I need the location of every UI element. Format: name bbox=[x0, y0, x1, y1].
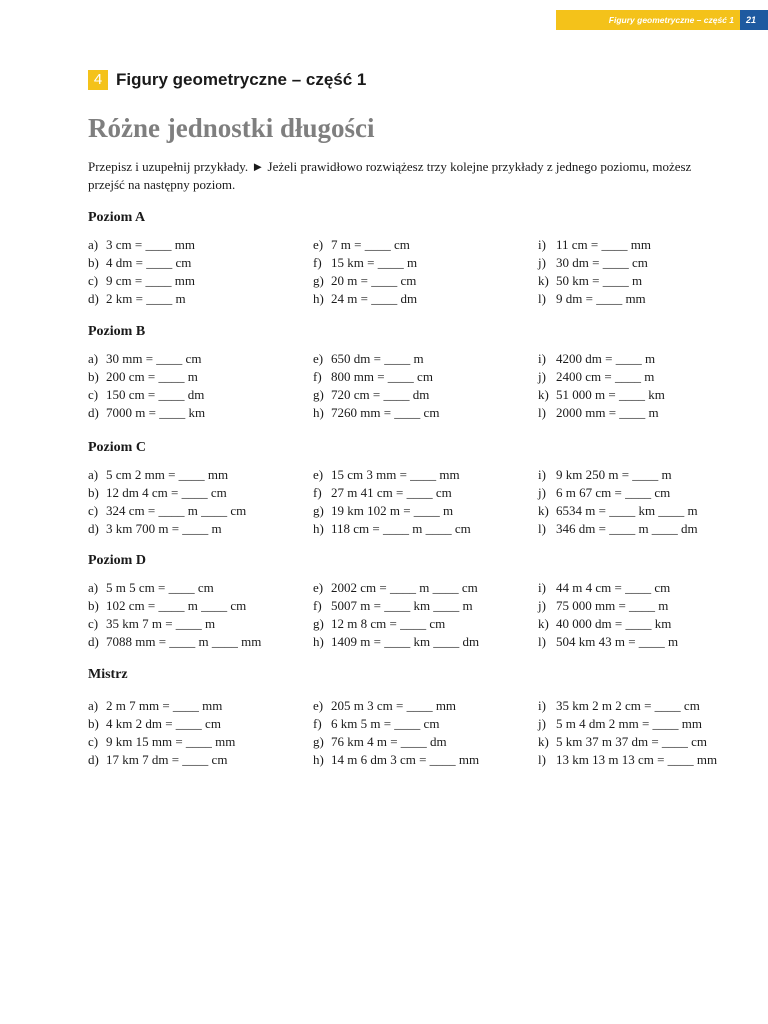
item-text: 7260 mm = ____ cm bbox=[331, 405, 440, 420]
exercise-item bbox=[313, 520, 533, 538]
exercise-item bbox=[313, 597, 533, 615]
exercise-column bbox=[313, 236, 533, 308]
exercise-column bbox=[313, 579, 533, 651]
item-label: e) bbox=[313, 467, 324, 482]
item-label: j) bbox=[538, 369, 546, 384]
item-label: l) bbox=[538, 405, 546, 420]
exercise-item bbox=[538, 715, 758, 733]
exercise-item bbox=[538, 290, 758, 308]
item-text: 2002 cm = ____ m ____ cm bbox=[331, 580, 478, 595]
item-label: f) bbox=[313, 598, 322, 613]
exercise-item bbox=[313, 502, 533, 520]
item-label: d) bbox=[88, 521, 99, 536]
exercise-item bbox=[88, 751, 308, 769]
item-label: j) bbox=[538, 598, 546, 613]
item-text: 324 cm = ____ m ____ cm bbox=[106, 503, 247, 518]
exercise-item bbox=[538, 350, 758, 368]
item-label: i) bbox=[538, 580, 546, 595]
chapter-title: Figury geometryczne – część 1 bbox=[116, 70, 367, 89]
item-text: 9 km 250 m = ____ m bbox=[556, 467, 672, 482]
item-text: 7 m = ____ cm bbox=[331, 237, 410, 252]
exercise-item bbox=[538, 520, 758, 538]
exercise-column bbox=[88, 466, 308, 538]
exercise-item bbox=[538, 597, 758, 615]
item-text: 2 km = ____ m bbox=[106, 291, 186, 306]
exercise-column bbox=[88, 236, 308, 308]
item-text: 44 m 4 cm = ____ cm bbox=[556, 580, 671, 595]
item-label: b) bbox=[88, 255, 99, 270]
exercise-column bbox=[538, 350, 758, 422]
item-text: 6 km 5 m = ____ cm bbox=[331, 716, 440, 731]
item-label: k) bbox=[538, 387, 549, 402]
item-label: j) bbox=[538, 255, 546, 270]
exercise-item bbox=[538, 751, 758, 769]
item-label: l) bbox=[538, 291, 546, 306]
item-label: a) bbox=[88, 467, 99, 482]
exercise-item bbox=[313, 350, 533, 368]
item-label: i) bbox=[538, 351, 546, 366]
item-text: 27 m 41 cm = ____ cm bbox=[331, 485, 452, 500]
item-text: 5 cm 2 mm = ____ mm bbox=[106, 467, 229, 482]
item-label: j) bbox=[538, 485, 546, 500]
item-text: 5 m 4 dm 2 mm = ____ mm bbox=[556, 716, 703, 731]
exercise-item bbox=[88, 597, 308, 615]
exercise-item bbox=[88, 715, 308, 733]
section-poziom-c bbox=[88, 440, 768, 538]
exercise-item bbox=[313, 615, 533, 633]
exercise-item bbox=[313, 751, 533, 769]
exercise-item bbox=[538, 466, 758, 484]
item-text: 720 cm = ____ dm bbox=[331, 387, 430, 402]
item-label: h) bbox=[313, 521, 324, 536]
exercise-item bbox=[88, 466, 308, 484]
exercise-item bbox=[88, 236, 308, 254]
item-label: e) bbox=[313, 351, 324, 366]
item-text: 17 km 7 dm = ____ cm bbox=[106, 752, 228, 767]
item-text: 102 cm = ____ m ____ cm bbox=[106, 598, 247, 613]
section-title: Poziom C bbox=[88, 440, 146, 455]
item-text: 2400 cm = ____ m bbox=[556, 369, 655, 384]
section-poziom-b bbox=[88, 324, 768, 422]
exercise-item bbox=[88, 272, 308, 290]
item-text: 5007 m = ____ km ____ m bbox=[331, 598, 473, 613]
section-title: Poziom D bbox=[88, 553, 146, 568]
exercise-item bbox=[88, 502, 308, 520]
item-text: 3 km 700 m = ____ m bbox=[106, 521, 222, 536]
item-label: l) bbox=[538, 752, 546, 767]
item-text: 15 km = ____ m bbox=[331, 255, 418, 270]
section-mistrz bbox=[88, 667, 768, 769]
exercise-item bbox=[538, 272, 758, 290]
item-text: 9 dm = ____ mm bbox=[556, 291, 646, 306]
item-text: 19 km 102 m = ____ m bbox=[331, 503, 454, 518]
item-text: 205 m 3 cm = ____ mm bbox=[331, 698, 457, 713]
item-text: 15 cm 3 mm = ____ mm bbox=[331, 467, 460, 482]
item-text: 75 000 mm = ____ m bbox=[556, 598, 669, 613]
item-label: h) bbox=[313, 634, 324, 649]
item-text: 2 m 7 mm = ____ mm bbox=[106, 698, 223, 713]
exercise-item bbox=[538, 404, 758, 422]
exercise-item bbox=[538, 579, 758, 597]
exercise-column bbox=[313, 697, 533, 769]
item-label: f) bbox=[313, 255, 322, 270]
item-label: e) bbox=[313, 698, 324, 713]
item-label: k) bbox=[538, 616, 549, 631]
exercise-column bbox=[313, 466, 533, 538]
item-text: 2000 mm = ____ m bbox=[556, 405, 659, 420]
item-text: 4 km 2 dm = ____ cm bbox=[106, 716, 221, 731]
item-text: 4 dm = ____ cm bbox=[106, 255, 192, 270]
chapter-heading bbox=[88, 70, 366, 90]
item-label: e) bbox=[313, 580, 324, 595]
exercise-item bbox=[538, 697, 758, 715]
item-text: 7000 m = ____ km bbox=[106, 405, 206, 420]
item-label: f) bbox=[313, 716, 322, 731]
item-text: 11 cm = ____ mm bbox=[556, 237, 651, 252]
exercise-item bbox=[313, 254, 533, 272]
item-text: 504 km 43 m = ____ m bbox=[556, 634, 679, 649]
item-text: 6 m 67 cm = ____ cm bbox=[556, 485, 671, 500]
exercise-item bbox=[313, 484, 533, 502]
exercise-grid bbox=[88, 350, 768, 422]
item-text: 5 km 37 m 37 dm = ____ cm bbox=[556, 734, 708, 749]
item-label: f) bbox=[313, 485, 322, 500]
exercise-item bbox=[88, 254, 308, 272]
item-label: d) bbox=[88, 752, 99, 767]
item-label: e) bbox=[313, 237, 324, 252]
exercise-item bbox=[313, 368, 533, 386]
item-text: 650 dm = ____ m bbox=[331, 351, 424, 366]
exercise-item bbox=[88, 520, 308, 538]
item-text: 6534 m = ____ km ____ m bbox=[556, 503, 698, 518]
exercise-column bbox=[538, 236, 758, 308]
exercise-item bbox=[538, 615, 758, 633]
item-label: h) bbox=[313, 291, 324, 306]
exercise-item bbox=[313, 633, 533, 651]
section-title: Poziom A bbox=[88, 210, 146, 225]
item-text: 5 m 5 cm = ____ cm bbox=[106, 580, 214, 595]
item-label: k) bbox=[538, 273, 549, 288]
item-label: c) bbox=[88, 387, 99, 402]
item-text: 200 cm = ____ m bbox=[106, 369, 198, 384]
exercise-item bbox=[88, 633, 308, 651]
running-header-title: Figury geometryczne – część 1 bbox=[556, 10, 740, 30]
exercise-column bbox=[313, 350, 533, 422]
item-label: a) bbox=[88, 351, 99, 366]
exercise-item bbox=[313, 715, 533, 733]
exercise-item bbox=[538, 633, 758, 651]
page-number: 21 bbox=[740, 10, 768, 30]
item-text: 346 dm = ____ m ____ dm bbox=[556, 521, 698, 536]
exercise-item bbox=[88, 386, 308, 404]
section-poziom-d bbox=[88, 553, 768, 651]
item-text: 24 m = ____ dm bbox=[331, 291, 418, 306]
section-poziom-a bbox=[88, 210, 768, 308]
item-label: g) bbox=[313, 503, 324, 518]
item-text: 4200 dm = ____ m bbox=[556, 351, 656, 366]
item-label: b) bbox=[88, 716, 99, 731]
exercise-item bbox=[313, 466, 533, 484]
exercise-grid bbox=[88, 236, 768, 308]
exercise-column bbox=[538, 579, 758, 651]
item-label: b) bbox=[88, 485, 99, 500]
item-label: l) bbox=[538, 521, 546, 536]
section-title: Mistrz bbox=[88, 667, 128, 682]
item-text: 51 000 m = ____ km bbox=[556, 387, 665, 402]
item-label: i) bbox=[538, 698, 546, 713]
exercise-grid bbox=[88, 697, 768, 769]
exercise-item bbox=[88, 697, 308, 715]
item-label: f) bbox=[313, 369, 322, 384]
item-label: g) bbox=[313, 273, 324, 288]
item-label: j) bbox=[538, 716, 546, 731]
exercise-item bbox=[538, 368, 758, 386]
item-text: 20 m = ____ cm bbox=[331, 273, 417, 288]
exercise-item bbox=[313, 272, 533, 290]
item-text: 13 km 13 m 13 cm = ____ mm bbox=[556, 752, 718, 767]
instructions: Przepisz i uzupełnij przykłady. ► Jeżeli prawidłowo rozwiążesz trzy kolejne przykłady z jednego poziomu, możesz przejść na następny poziom. bbox=[88, 159, 692, 192]
item-text: 12 m 8 cm = ____ cm bbox=[331, 616, 446, 631]
item-label: l) bbox=[538, 634, 546, 649]
item-text: 150 cm = ____ dm bbox=[106, 387, 205, 402]
item-text: 76 km 4 m = ____ dm bbox=[331, 734, 447, 749]
running-header bbox=[556, 10, 768, 30]
exercise-item bbox=[313, 290, 533, 308]
exercise-item bbox=[538, 254, 758, 272]
item-label: c) bbox=[88, 503, 99, 518]
exercise-item bbox=[88, 579, 308, 597]
exercise-column bbox=[538, 697, 758, 769]
item-label: b) bbox=[88, 598, 99, 613]
item-label: d) bbox=[88, 634, 99, 649]
item-label: g) bbox=[313, 616, 324, 631]
item-text: 35 km 7 m = ____ m bbox=[106, 616, 216, 631]
item-text: 40 000 dm = ____ km bbox=[556, 616, 672, 631]
item-label: k) bbox=[538, 503, 549, 518]
item-label: c) bbox=[88, 616, 99, 631]
exercise-item bbox=[88, 733, 308, 751]
item-text: 12 dm 4 cm = ____ cm bbox=[106, 485, 227, 500]
item-label: c) bbox=[88, 734, 99, 749]
item-label: a) bbox=[88, 237, 99, 252]
item-text: 30 mm = ____ cm bbox=[106, 351, 202, 366]
exercise-item bbox=[313, 733, 533, 751]
exercise-column bbox=[538, 466, 758, 538]
item-label: d) bbox=[88, 405, 99, 420]
section-title: Poziom B bbox=[88, 324, 146, 339]
exercise-item bbox=[88, 615, 308, 633]
item-label: i) bbox=[538, 237, 546, 252]
exercise-item bbox=[538, 502, 758, 520]
exercise-item bbox=[88, 350, 308, 368]
exercise-grid bbox=[88, 466, 768, 538]
exercise-column bbox=[88, 350, 308, 422]
exercise-item bbox=[88, 290, 308, 308]
item-label: b) bbox=[88, 369, 99, 384]
item-label: a) bbox=[88, 580, 99, 595]
exercise-item bbox=[313, 697, 533, 715]
exercise-item bbox=[313, 579, 533, 597]
item-label: d) bbox=[88, 291, 99, 306]
exercise-grid bbox=[88, 579, 768, 651]
exercise-item bbox=[88, 368, 308, 386]
item-text: 9 km 15 mm = ____ mm bbox=[106, 734, 236, 749]
exercise-item bbox=[538, 236, 758, 254]
item-label: h) bbox=[313, 405, 324, 420]
item-label: g) bbox=[313, 734, 324, 749]
item-text: 800 mm = ____ cm bbox=[331, 369, 433, 384]
item-label: i) bbox=[538, 467, 546, 482]
page-title: Różne jednostki długości bbox=[88, 113, 375, 143]
exercise-item bbox=[538, 733, 758, 751]
exercise-item bbox=[88, 404, 308, 422]
exercise-item bbox=[538, 484, 758, 502]
exercise-column bbox=[88, 579, 308, 651]
item-text: 35 km 2 m 2 cm = ____ cm bbox=[556, 698, 700, 713]
item-label: k) bbox=[538, 734, 549, 749]
item-label: g) bbox=[313, 387, 324, 402]
item-text: 3 cm = ____ mm bbox=[106, 237, 195, 252]
item-text: 1409 m = ____ km ____ dm bbox=[331, 634, 480, 649]
exercise-column bbox=[88, 697, 308, 769]
item-text: 118 cm = ____ m ____ cm bbox=[331, 521, 471, 536]
item-label: h) bbox=[313, 752, 324, 767]
exercise-item bbox=[313, 236, 533, 254]
exercise-item bbox=[313, 404, 533, 422]
item-label: a) bbox=[88, 698, 99, 713]
item-label: c) bbox=[88, 273, 99, 288]
item-text: 50 km = ____ m bbox=[556, 273, 643, 288]
exercise-item bbox=[313, 386, 533, 404]
item-text: 14 m 6 dm 3 cm = ____ mm bbox=[331, 752, 480, 767]
item-text: 9 cm = ____ mm bbox=[106, 273, 195, 288]
chapter-number-badge: 4 bbox=[88, 70, 108, 90]
item-text: 7088 mm = ____ m ____ mm bbox=[106, 634, 262, 649]
exercise-item bbox=[538, 386, 758, 404]
item-text: 30 dm = ____ cm bbox=[556, 255, 648, 270]
exercise-item bbox=[88, 484, 308, 502]
